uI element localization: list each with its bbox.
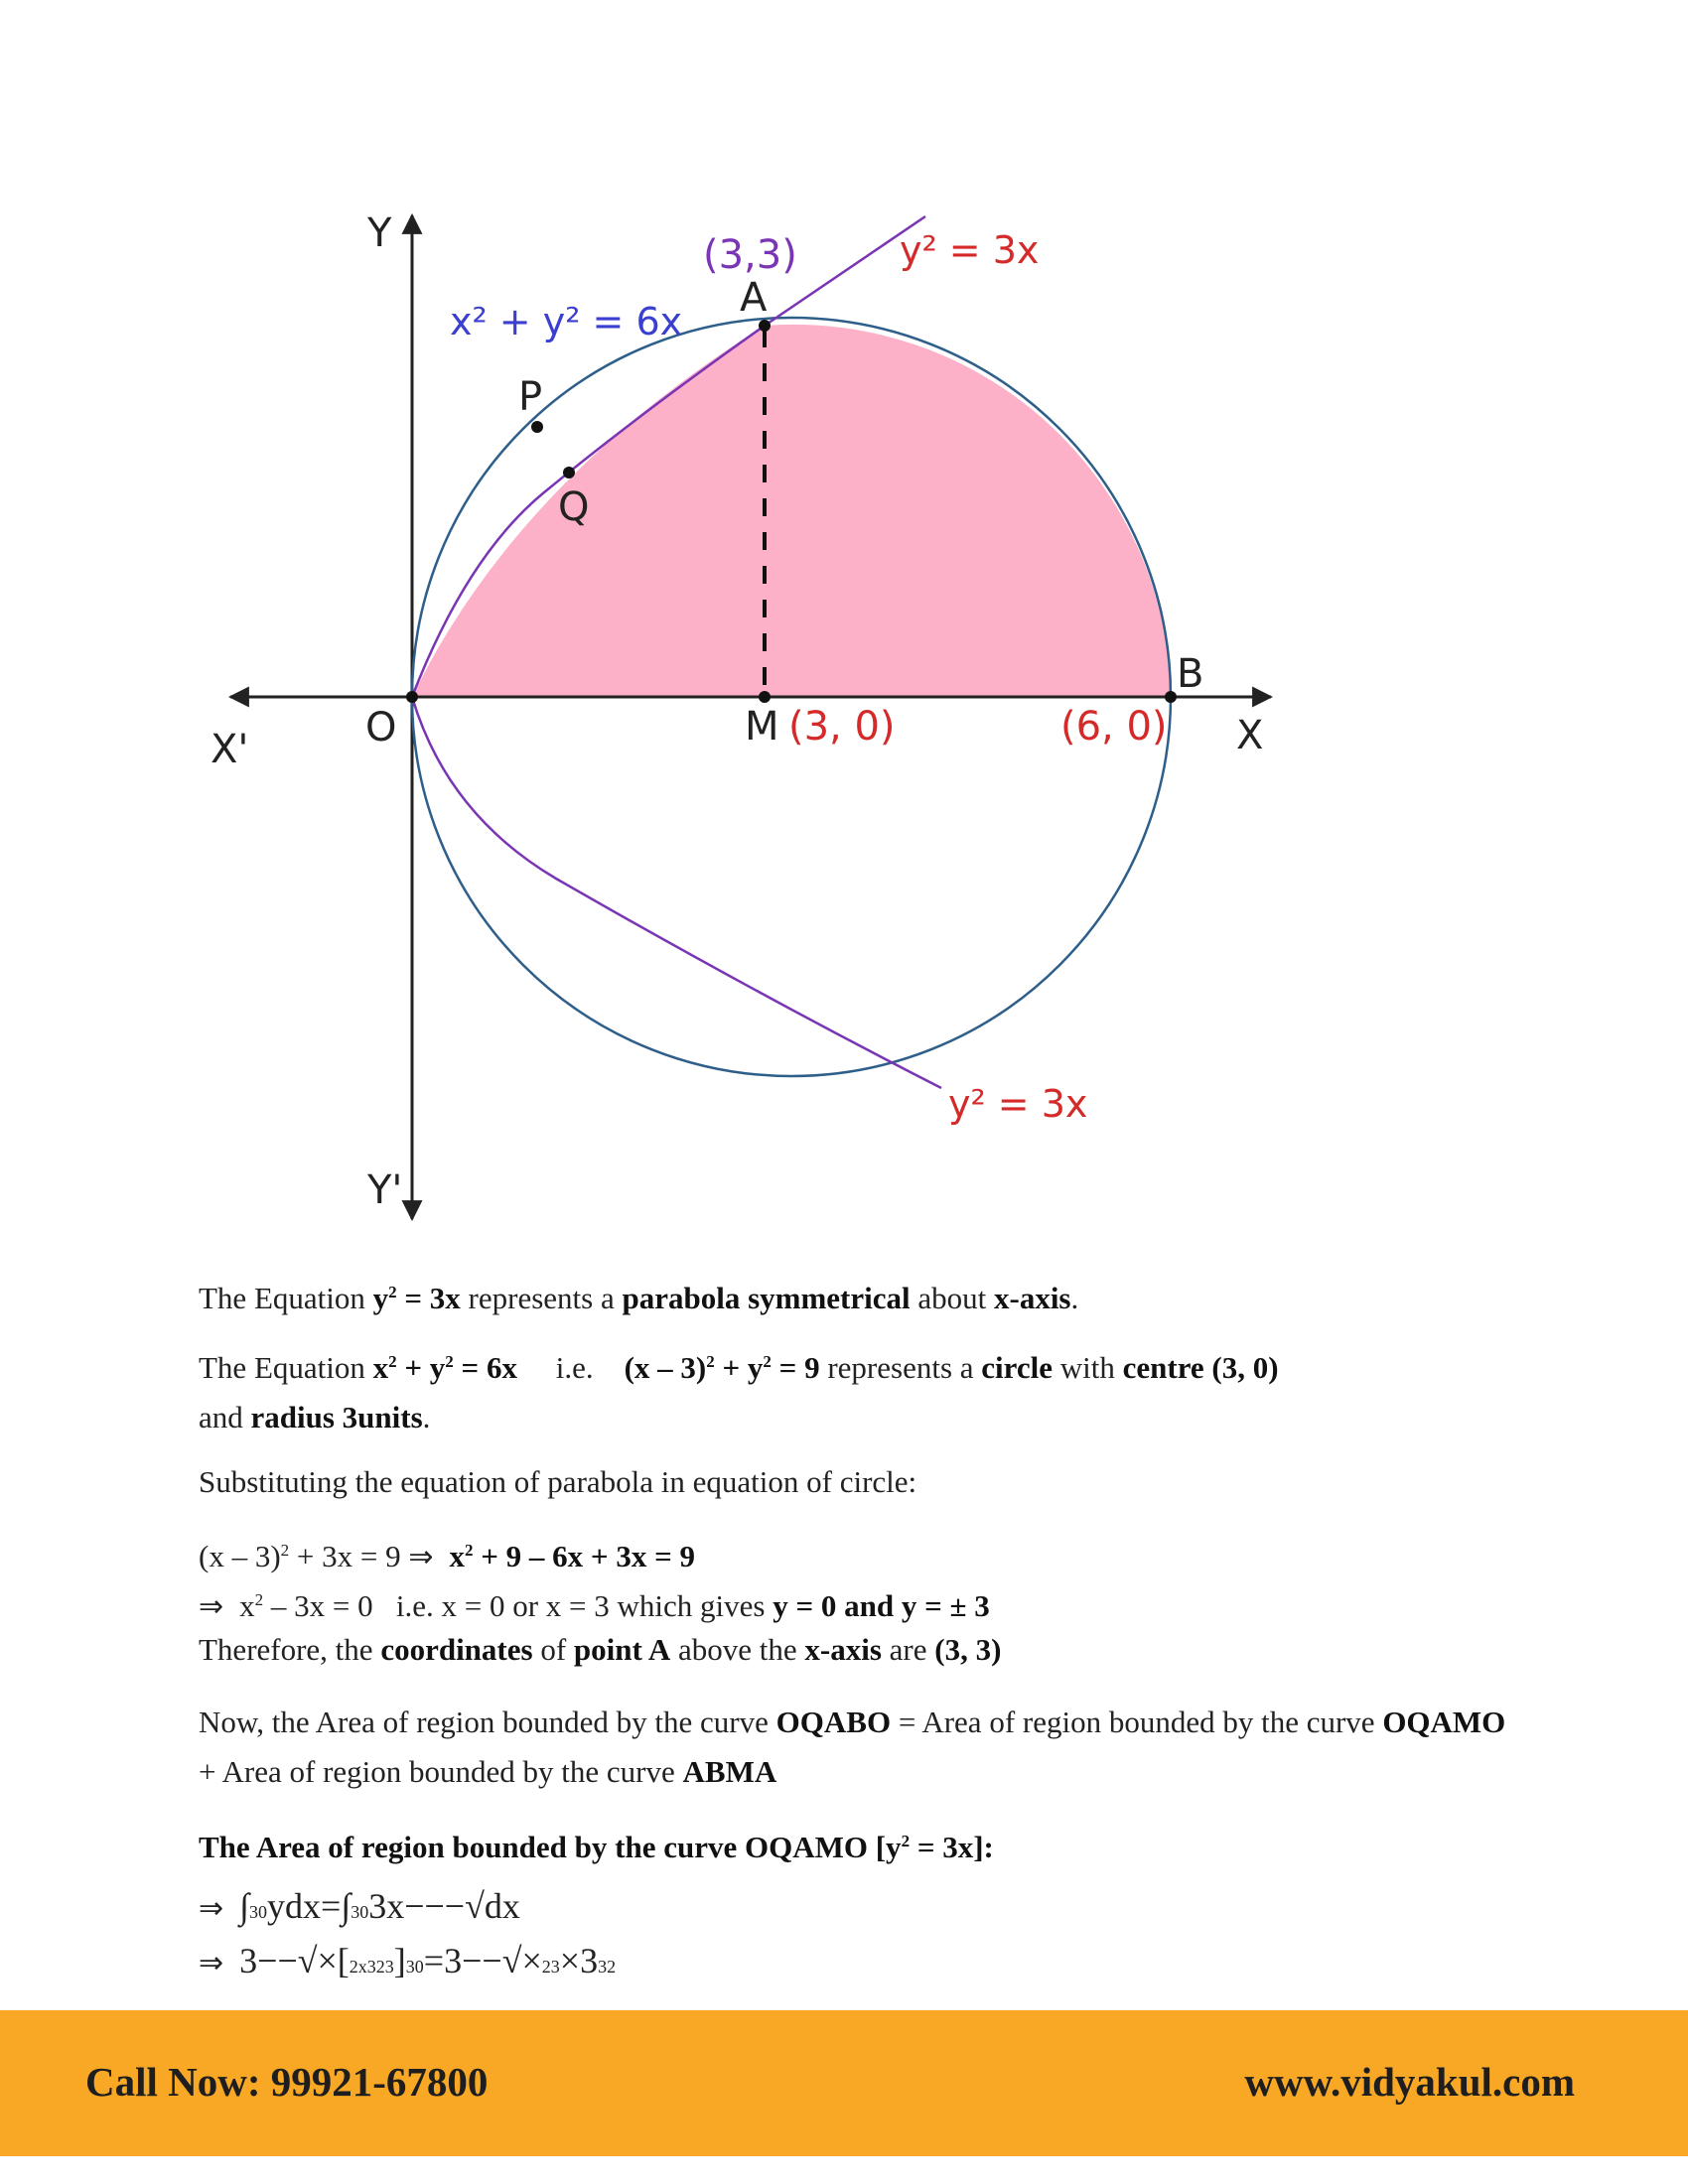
label-x-right: X — [1236, 713, 1264, 758]
origin-dot — [406, 691, 418, 703]
point-a-dot — [759, 320, 771, 332]
label-point-b: B — [1177, 651, 1204, 697]
paragraph-area-sum: Now, the Area of region bounded by the curve OQABO = Area of region bounded by the curve OQAMO + Area of region bounded by the curve ABMA — [199, 1705, 1506, 1789]
label-y-top: Y — [367, 210, 392, 256]
label-point-p: P — [518, 374, 543, 420]
equation-line-2: ⇒ $x^2 - 3x = 0$ i.e. x = 0 or x = 3 which gives y = 0 and y = ± 3 — [199, 1588, 990, 1624]
footer-bar — [0, 2010, 1688, 2156]
heading-area-oqamo: The Area of region bounded by the curve OQAMO $[y^2 = 3x]$: — [199, 1830, 994, 1864]
label-y-bottom: Y' — [367, 1167, 403, 1213]
website-link[interactable]: www.vidyakul.com — [1244, 2059, 1575, 2105]
label-parabola-equation-bottom: y² = 3x — [948, 1082, 1088, 1126]
formula-line-1: ⇒ ∫30ydx=∫303x−−−√dx — [199, 1886, 520, 1926]
label-x-left: X' — [211, 727, 249, 772]
label-point-m: M — [745, 704, 779, 750]
label-coord-m: (3, 0) — [788, 704, 896, 750]
label-parabola-equation-top: y² = 3x — [900, 228, 1040, 272]
call-now-text: Call Now: 99921-67800 — [85, 2059, 489, 2105]
equation-line-3: Therefore, the coordinates of point A above the x-axis are (3, 3) — [199, 1632, 1002, 1667]
point-m-dot — [759, 691, 771, 703]
point-p-dot — [531, 421, 543, 433]
paragraph-circle: The Equation $x^2 + y^2 = 6x$ i.e. $(x - 3)^2 + y^2 = 9$ represents a circle with centre (3, 0) and radius 3units. — [199, 1350, 1279, 1434]
label-point-a: A — [740, 275, 768, 321]
paragraph-parabola: The Equation $y^2 = 3x$ represents a parabola symmetrical about x-axis. — [199, 1281, 1079, 1315]
equation-line-1: (x – 3)$^2$ + 3x = 9 ⇒ $x^2 + 9 - 6x + 3x = 9$ — [199, 1539, 696, 1574]
label-coord-a: (3,3) — [703, 232, 797, 278]
formula-line-2: ⇒ 3−−√×[2x323]30=3−−√×23×332 — [199, 1941, 617, 1980]
point-q-dot — [563, 467, 575, 478]
label-origin: O — [365, 705, 397, 751]
label-circle-equation: x² + y² = 6x — [450, 300, 683, 343]
paragraph-substituting: Substituting the equation of parabola in equation of circle: — [199, 1464, 917, 1499]
label-coord-b: (6, 0) — [1060, 704, 1168, 750]
label-point-q: Q — [558, 484, 590, 530]
point-b-dot — [1165, 691, 1177, 703]
parabola-lower-branch — [412, 697, 941, 1088]
